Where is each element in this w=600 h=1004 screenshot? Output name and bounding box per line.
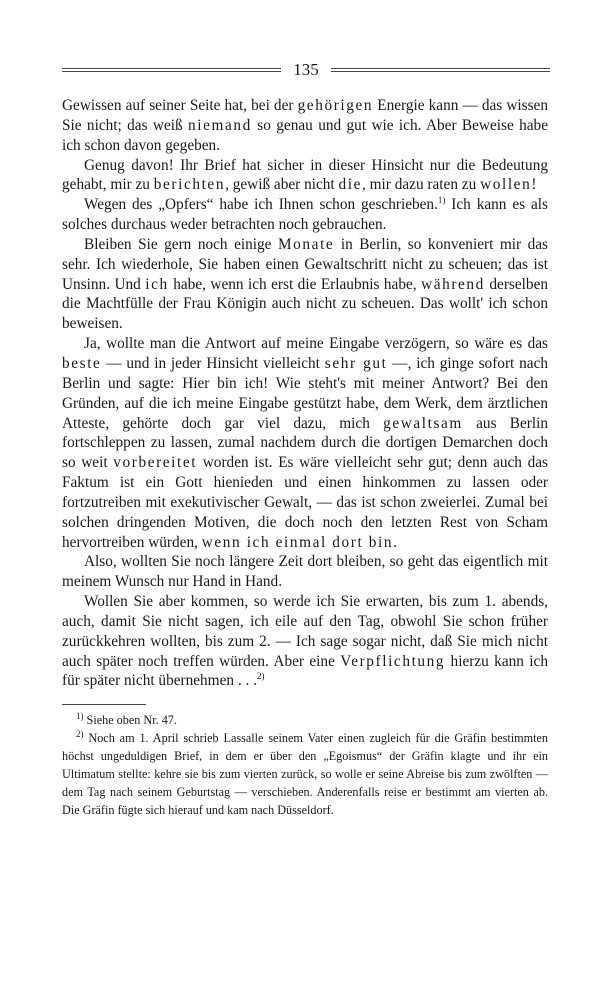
paragraph (62, 552, 548, 592)
footnote-ref: 2 (256, 671, 262, 682)
spaced-text: die (338, 176, 362, 194)
paragraph (62, 195, 548, 235)
spaced-text: gewaltsam (383, 414, 463, 432)
footnote-ref-paren: ) (442, 195, 446, 206)
page-header (62, 60, 550, 80)
footnote-separator (62, 704, 146, 705)
text-run: Energie kann — das wissen Sie nicht; das weiß (62, 97, 548, 134)
text-run: , gewiß aber nicht (225, 176, 339, 194)
text-run: — und in jeder Hinsicht vielleicht (101, 354, 325, 372)
spaced-text: niemand (188, 116, 252, 134)
spaced-text: Verpflichtung (340, 652, 446, 670)
text-run: —, ich ginge sofort nach Berlin und sagte: Hier bin ich! Wie steht's mit meiner Antwort? Bei den Gründen, auf die ich meine Eingabe gestützt habe, dem Werk, dem ärztlichen Atteste, gehörte doch gar viel dazu, mich (62, 354, 549, 432)
text-run: Ich kann es als solches durchaus weder betrachten noch gebrauchen. (62, 196, 548, 234)
text-run: derselben die Machtfülle der Frau Königin auch nicht zu scheuen. Das wollt' ich schon beweisen. (62, 275, 549, 333)
spaced-text: wenn ich einmal dort bin (201, 533, 394, 551)
spaced-text: beste (62, 354, 102, 372)
footnotes (62, 712, 548, 819)
text-run: Wollen Sie aber kommen, so werde ich Sie erwarten, bis zum 1. abends, auch, damit Sie nicht sagen, ich eile auf den Tag, obwohl Sie schon früher zurückkehren wollten, bis zum 2. — Ich sage sogar nicht, daß Sie mich nicht auch später noch treffen würden. Aber eine (62, 593, 548, 670)
footnote (62, 712, 548, 730)
paragraph (62, 156, 548, 196)
footnote-mark: 2 (76, 728, 81, 739)
footnote-text: Siehe oben Nr. 47. (83, 713, 177, 727)
spaced-text: sehr gut (324, 354, 388, 372)
text-run: worden ist. Es wäre vielleicht sehr gut; denn auch das Faktum ist ein Gott hienieden und einen hinkommen zu lassen oder fortzutreiben mit exekutivischer Gewalt, — das ist schon zweierlei. Zumal bei solchen dringenden Motiven, die doch noch den letzten Rest von Scham hervortreiben würden, (62, 454, 548, 551)
text-run: . (393, 533, 397, 551)
text-run: so genau und gut wie ich. Aber Beweise habe ich schon davon gegeben. (62, 116, 548, 154)
page-number: 135 (293, 60, 319, 79)
text-run: Genug davon! Ihr Brief hat sicher in dieser Hinsicht nur die Bedeutung gehabt, mir zu (62, 156, 548, 194)
header-rule-right (331, 68, 550, 72)
paragraph (62, 96, 548, 156)
text-run: , mir dazu raten zu (362, 176, 481, 194)
spaced-text: wollen (480, 176, 532, 194)
text-run: habe, wenn ich erst die Erlaubnis habe, (168, 275, 422, 293)
spaced-text: ich (145, 275, 169, 293)
paragraph (62, 334, 548, 552)
paragraph (62, 235, 548, 334)
footnote-ref: 1 (437, 195, 443, 206)
footnote-mark-paren: ) (80, 710, 84, 721)
text-run: ! (531, 176, 537, 194)
header-rule-left (62, 68, 281, 72)
text-run: Gewissen auf seiner Seite hat, bei der (62, 97, 298, 114)
footnote-mark: 1 (76, 710, 81, 721)
paragraph (62, 592, 548, 691)
text-run: aus Berlin fortschleppen zu lassen, zumal nachdem durch die dortigen Demarchen doch so weit (62, 414, 548, 472)
footnote-text: Noch am 1. April schrieb Lassalle seinem Vater einen zugleich für die Gräfin bestimmten höchst ungeduldigen Brief, in dem er über den „Egoismus“ der Gräfin klagte und ihr ein Ultimatum stellte: kehre sie bis zum vierten zurück, so wolle er seine Abreise bis zum zwölften — dem Tag nach seinem Geburtstag — verschieben. Anderenfalls reise er bestimmt am vierten ab. Die Gräfin fügte sich hierauf und kam nach Düsseldorf. (62, 730, 548, 817)
body-text (62, 96, 548, 691)
spaced-text: vorbereitet (113, 454, 198, 472)
spaced-text: gehörigen (297, 97, 374, 114)
text-run: Also, wollten Sie noch längere Zeit dort bleiben, so geht das eigentlich mit meinem Wunsch nur Hand in Hand. (62, 553, 548, 591)
text-run: Bleiben Sie gern noch einige (84, 235, 278, 253)
spaced-text: Monate (277, 235, 335, 253)
footnote-ref-paren: ) (261, 671, 265, 682)
text-run: Ja, wollte man die Antwort auf meine Eingabe verzögern, so wäre es das (84, 335, 548, 353)
text-run: in Berlin, so konveniert mir das sehr. Ich wiederhole, Sie haben einen Gewaltschritt nicht zu scheuen; das ist Unsinn. Und (62, 235, 548, 293)
footnote (62, 730, 548, 820)
text-run: hierzu kann ich für später nicht übernehmen . . . (62, 652, 548, 690)
spaced-text: während (421, 275, 485, 293)
footnote-mark-paren: ) (80, 728, 84, 739)
text-run: Wegen des „Opfers“ habe ich Ihnen schon geschrieben. (84, 196, 438, 214)
spaced-text: berichten (153, 176, 226, 194)
